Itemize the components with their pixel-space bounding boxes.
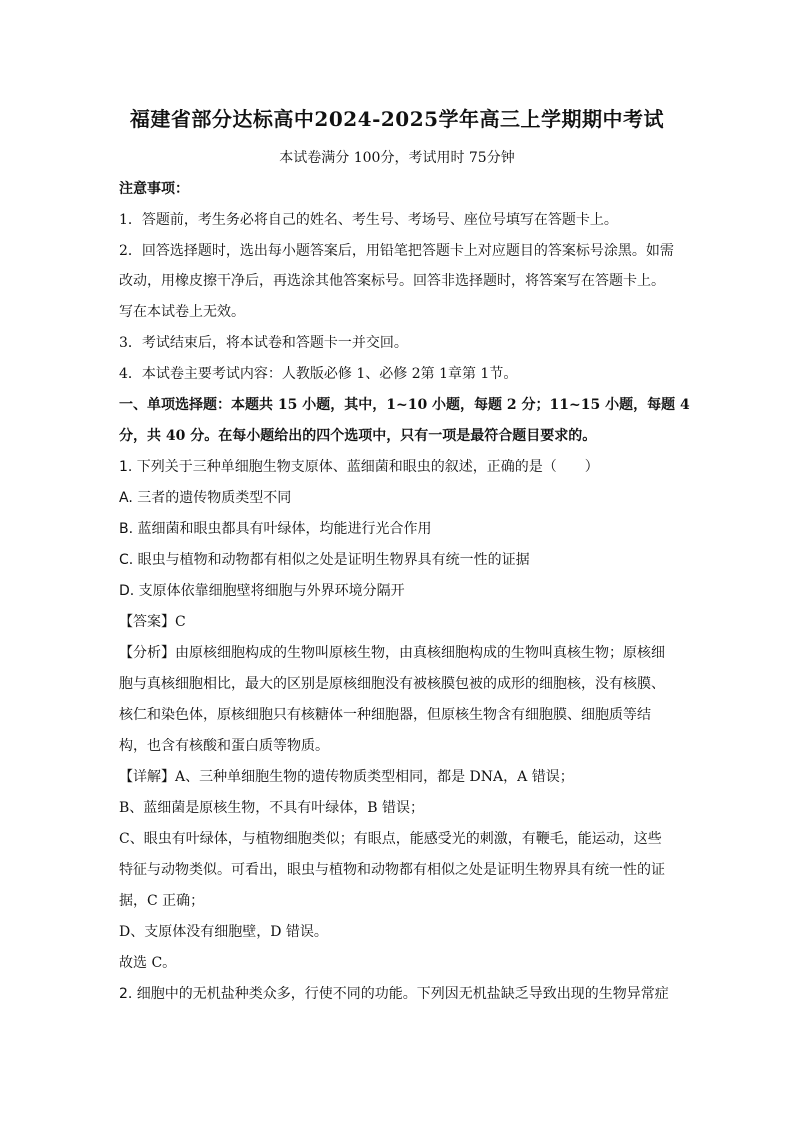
question-1-option-c: C. 眼虫与植物和动物都有相似之处是证明生物界具有统一性的证据 [119, 552, 530, 568]
note-line: 3．考试结束后，将本试卷和答题卡一并交回。 [119, 335, 408, 351]
analysis-line: 胞与真核细胞相比，最大的区别是原核细胞没有被核膜包被的成形的细胞核，没有核膜、 [119, 676, 665, 692]
section-heading-line: 分，共 40 分。在每小题给出的四个选项中，只有一项是最符合题目要求的。 [119, 428, 597, 444]
analysis-line: 核仁和染色体，原核细胞只有核糖体一种细胞器，但原核生物含有细胞膜、细胞质等结 [119, 707, 651, 723]
question-2-stem: 2. 细胞中的无机盐种类众多，行使不同的功能。下列因无机盐缺乏导致出现的生物异常症 [119, 986, 669, 1002]
detail-line: D、支原体没有细胞壁，D 错误。 [119, 924, 328, 940]
analysis-line: 构，也含有核酸和蛋白质等物质。 [119, 738, 329, 754]
note-line: 1．答题前，考生务必将自己的姓名、考生号、考场号、座位号填写在答题卡上。 [119, 212, 618, 228]
question-1-stem: 1. 下列关于三种单细胞生物支原体、蓝细菌和眼虫的叙述，正确的是（ ） [119, 459, 599, 475]
detail-line: 【详解】A、三种单细胞生物的遗传物质类型相同，都是 DNA，A 错误； [119, 769, 574, 785]
note-line: 2．回答选择题时，选出每小题答案后，用铅笔把答题卡上对应题目的答案标号涂黑。如需 [119, 243, 674, 259]
note-line: 改动，用橡皮擦干净后，再选涂其他答案标号。回答非选择题时，将答案写在答题卡上。 [119, 273, 665, 289]
question-1-answer: 【答案】C [119, 614, 186, 630]
analysis-line: 【分析】由原核细胞构成的生物叫原核生物，由真核细胞构成的生物叫真核生物；原核细 [119, 645, 665, 661]
notes-heading: 注意事项： [119, 181, 189, 197]
section-heading-line: 一、单项选择题：本题共 15 小题，其中，1~10 小题，每题 2 分；11~15 小题，每题 4 [119, 397, 690, 413]
final-choice: 故选 C。 [119, 955, 177, 971]
question-1-option-d: D. 支原体依靠细胞壁将细胞与外界环境分隔开 [119, 583, 405, 599]
exam-subtitle: 本试卷满分 100分，考试用时 75分钟 [279, 150, 515, 166]
detail-line: C、眼虫有叶绿体，与植物细胞类似；有眼点，能感受光的刺激，有鞭毛，能运动，这些 [119, 831, 662, 847]
exam-title: 福建省部分达标高中2024-2025学年高三上学期期中考试 [129, 107, 665, 131]
question-1-option-a: A. 三者的遗传物质类型不同 [119, 490, 292, 506]
note-line: 4．本试卷主要考试内容：人教版必修 1、必修 2第 1章第 1节。 [119, 366, 518, 382]
note-line: 写在本试卷上无效。 [119, 304, 245, 320]
detail-line: B、蓝细菌是原核生物，不具有叶绿体，B 错误； [119, 800, 425, 816]
question-1-option-b: B. 蓝细菌和眼虫都具有叶绿体，均能进行光合作用 [119, 521, 432, 537]
detail-line: 据，C 正确； [119, 893, 205, 909]
detail-line: 特征与动物类似。可看出，眼虫与植物和动物都有相似之处是证明生物界具有统一性的证 [119, 862, 665, 878]
